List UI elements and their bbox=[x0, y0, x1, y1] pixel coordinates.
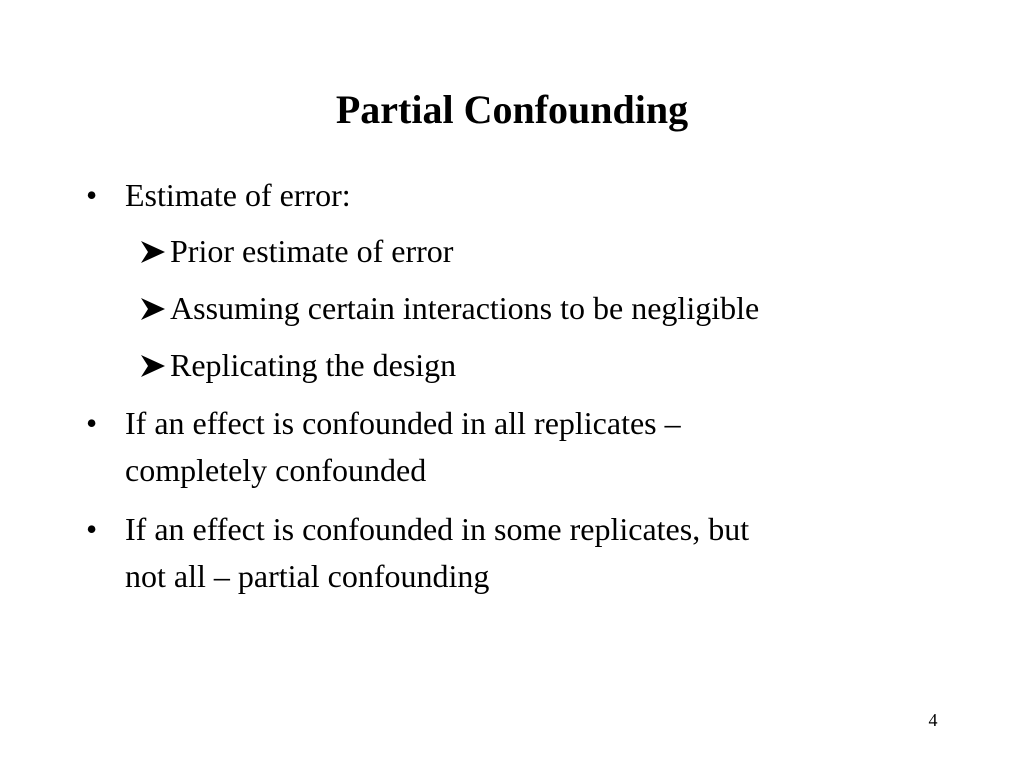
sub-item-text: Replicating the design bbox=[170, 347, 457, 383]
sub-item-text: Assuming certain interactions to be negligible bbox=[170, 290, 760, 326]
bullet-text-line: completely confounded bbox=[125, 452, 427, 488]
arrowhead-bullet-icon bbox=[139, 297, 166, 321]
bullet-marker: • bbox=[86, 177, 98, 213]
bullet-marker: • bbox=[86, 405, 98, 441]
bullet-text-line: If an effect is confounded in some replicates, but bbox=[125, 511, 750, 547]
bullet-text: Estimate of error: bbox=[125, 177, 351, 213]
sub-item-text: Prior estimate of error bbox=[170, 233, 454, 269]
slide-title: Partial Confounding bbox=[335, 87, 689, 132]
arrowhead-bullet-icon bbox=[139, 240, 166, 264]
arrowhead-bullet-icon bbox=[139, 354, 166, 378]
bullet-marker: • bbox=[86, 511, 98, 547]
page-number: 4 bbox=[928, 710, 938, 730]
bullet-text-line: If an effect is confounded in all replicates – bbox=[125, 405, 681, 441]
bullet-text-line: not all – partial confounding bbox=[125, 558, 490, 594]
